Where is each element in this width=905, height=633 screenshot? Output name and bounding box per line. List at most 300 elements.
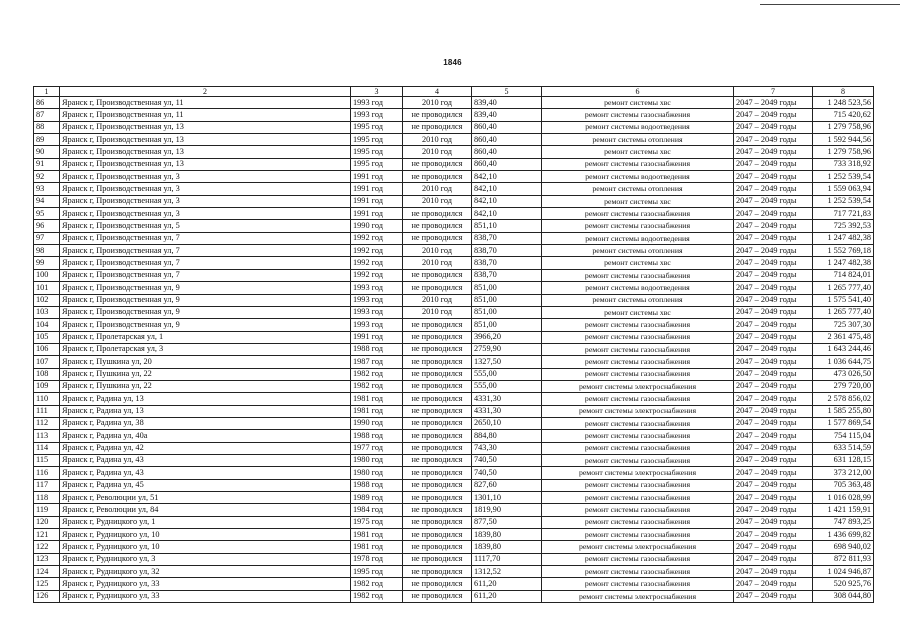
cost-cell: 1 036 644,75 [813, 356, 874, 368]
build-year-cell: 1987 год [351, 356, 403, 368]
build-year-cell: 1981 год [351, 541, 403, 553]
address-cell: Яранск г, Рудницкого ул, 3 [60, 553, 351, 565]
build-year-cell: 1991 год [351, 208, 403, 220]
work-type-cell: ремонт системы газоснабжения [542, 553, 734, 565]
period-cell: 2047 – 2049 годы [734, 590, 813, 602]
row-number-cell: 119 [34, 504, 60, 516]
area-cell: 851,10 [472, 220, 542, 232]
period-cell: 2047 – 2049 годы [734, 269, 813, 281]
table-row [34, 467, 874, 479]
last-repair-cell: 2010 год [403, 195, 472, 207]
row-number-cell: 112 [34, 417, 60, 429]
cost-cell: 1 575 541,40 [813, 294, 874, 306]
last-repair-cell: не проводился [403, 492, 472, 504]
work-type-cell: ремонт системы водоотведения [542, 232, 734, 244]
table-row [34, 220, 874, 232]
work-type-cell: ремонт системы газоснабжения [542, 208, 734, 220]
address-cell: Яранск г, Производственная ул, 7 [60, 232, 351, 244]
work-type-cell: ремонт системы хвс [542, 306, 734, 318]
area-cell: 611,20 [472, 578, 542, 590]
cost-cell: 520 925,76 [813, 578, 874, 590]
work-type-cell: ремонт системы водоотведения [542, 282, 734, 294]
cost-cell: 1 252 539,54 [813, 195, 874, 207]
build-year-cell: 1982 год [351, 380, 403, 392]
area-cell: 4331,30 [472, 405, 542, 417]
area-cell: 842,10 [472, 208, 542, 220]
last-repair-cell: не проводился [403, 590, 472, 602]
table-row [34, 331, 874, 343]
cost-cell: 715 420,62 [813, 109, 874, 121]
address-cell: Яранск г, Рудницкого ул, 1 [60, 516, 351, 528]
table-row [34, 356, 874, 368]
cost-cell: 754 115,04 [813, 430, 874, 442]
build-year-cell: 1992 год [351, 232, 403, 244]
build-year-cell: 1980 год [351, 454, 403, 466]
address-cell: Яранск г, Производственная ул, 9 [60, 319, 351, 331]
address-cell: Яранск г, Пролетарская ул, 1 [60, 331, 351, 343]
area-cell: 1117,70 [472, 553, 542, 565]
last-repair-cell: не проводился [403, 158, 472, 170]
table-row [34, 171, 874, 183]
work-type-cell: ремонт системы газоснабжения [542, 516, 734, 528]
column-header: 3 [351, 87, 403, 97]
build-year-cell: 1981 год [351, 405, 403, 417]
work-type-cell: ремонт системы электроснабжения [542, 467, 734, 479]
cost-cell: 1 643 244,46 [813, 343, 874, 355]
period-cell: 2047 – 2049 годы [734, 368, 813, 380]
period-cell: 2047 – 2049 годы [734, 121, 813, 133]
area-cell: 1819,90 [472, 504, 542, 516]
area-cell: 4331,30 [472, 393, 542, 405]
work-type-cell: ремонт системы газоснабжения [542, 368, 734, 380]
period-cell: 2047 – 2049 годы [734, 504, 813, 516]
table-row [34, 393, 874, 405]
address-cell: Яранск г, Производственная ул, 13 [60, 134, 351, 146]
last-repair-cell: 2010 год [403, 146, 472, 158]
column-number-row [34, 87, 874, 97]
address-cell: Яранск г, Радина ул, 40а [60, 430, 351, 442]
row-number-cell: 106 [34, 343, 60, 355]
table-body [34, 97, 874, 603]
row-number-cell: 88 [34, 121, 60, 133]
build-year-cell: 1992 год [351, 257, 403, 269]
address-cell: Яранск г, Производственная ул, 5 [60, 220, 351, 232]
address-cell: Яранск г, Производственная ул, 3 [60, 208, 351, 220]
area-cell: 877,50 [472, 516, 542, 528]
build-year-cell: 1981 год [351, 393, 403, 405]
period-cell: 2047 – 2049 годы [734, 134, 813, 146]
area-cell: 851,00 [472, 294, 542, 306]
work-type-cell: ремонт системы газоснабжения [542, 319, 734, 331]
period-cell: 2047 – 2049 годы [734, 319, 813, 331]
last-repair-cell: не проводился [403, 368, 472, 380]
row-number-cell: 116 [34, 467, 60, 479]
area-cell: 839,40 [472, 97, 542, 109]
build-year-cell: 1988 год [351, 479, 403, 491]
area-cell: 2759,90 [472, 343, 542, 355]
period-cell: 2047 – 2049 годы [734, 208, 813, 220]
cost-cell: 725 307,30 [813, 319, 874, 331]
row-number-cell: 93 [34, 183, 60, 195]
build-year-cell: 1993 год [351, 109, 403, 121]
cost-cell: 872 811,93 [813, 553, 874, 565]
last-repair-cell: не проводился [403, 504, 472, 516]
area-cell: 3966,20 [472, 331, 542, 343]
last-repair-cell: 2010 год [403, 257, 472, 269]
row-number-cell: 86 [34, 97, 60, 109]
table-row [34, 368, 874, 380]
work-type-cell: ремонт системы газоснабжения [542, 578, 734, 590]
row-number-cell: 90 [34, 146, 60, 158]
build-year-cell: 1995 год [351, 121, 403, 133]
row-number-cell: 104 [34, 319, 60, 331]
last-repair-cell: не проводился [403, 442, 472, 454]
last-repair-cell: не проводился [403, 343, 472, 355]
build-year-cell: 1991 год [351, 183, 403, 195]
period-cell: 2047 – 2049 годы [734, 343, 813, 355]
build-year-cell: 1993 год [351, 294, 403, 306]
table-row [34, 343, 874, 355]
table-row [34, 183, 874, 195]
area-cell: 827,60 [472, 479, 542, 491]
work-type-cell: ремонт системы хвс [542, 195, 734, 207]
work-type-cell: ремонт системы электроснабжения [542, 405, 734, 417]
last-repair-cell: 2010 год [403, 97, 472, 109]
period-cell: 2047 – 2049 годы [734, 405, 813, 417]
row-number-cell: 107 [34, 356, 60, 368]
cost-cell: 1 279 758,96 [813, 146, 874, 158]
address-cell: Яранск г, Рудницкого ул, 10 [60, 541, 351, 553]
work-type-cell: ремонт системы отопления [542, 245, 734, 257]
build-year-cell: 1995 год [351, 146, 403, 158]
address-cell: Яранск г, Радина ул, 13 [60, 393, 351, 405]
cost-cell: 714 824,01 [813, 269, 874, 281]
area-cell: 851,00 [472, 319, 542, 331]
last-repair-cell: не проводился [403, 467, 472, 479]
work-type-cell: ремонт системы отопления [542, 183, 734, 195]
area-cell: 839,40 [472, 109, 542, 121]
row-number-cell: 124 [34, 566, 60, 578]
build-year-cell: 1982 год [351, 368, 403, 380]
period-cell: 2047 – 2049 годы [734, 220, 813, 232]
address-cell: Яранск г, Производственная ул, 3 [60, 183, 351, 195]
address-cell: Яранск г, Пушкина ул, 20 [60, 356, 351, 368]
table-row [34, 405, 874, 417]
table-row [34, 504, 874, 516]
page-number: 1846 [443, 58, 462, 67]
build-year-cell: 1990 год [351, 417, 403, 429]
cost-cell: 1 265 777,40 [813, 306, 874, 318]
last-repair-cell: не проводился [403, 553, 472, 565]
row-number-cell: 92 [34, 171, 60, 183]
top-right-rule [760, 4, 900, 5]
table-row [34, 430, 874, 442]
period-cell: 2047 – 2049 годы [734, 442, 813, 454]
period-cell: 2047 – 2049 годы [734, 294, 813, 306]
build-year-cell: 1990 год [351, 220, 403, 232]
address-cell: Яранск г, Рудницкого ул, 32 [60, 566, 351, 578]
row-number-cell: 94 [34, 195, 60, 207]
last-repair-cell: не проводился [403, 566, 472, 578]
row-number-cell: 122 [34, 541, 60, 553]
address-cell: Яранск г, Производственная ул, 7 [60, 245, 351, 257]
cost-cell: 2 361 475,48 [813, 331, 874, 343]
table-row [34, 134, 874, 146]
area-cell: 1839,80 [472, 529, 542, 541]
table-row [34, 529, 874, 541]
period-cell: 2047 – 2049 годы [734, 282, 813, 294]
address-cell: Яранск г, Радина ул, 43 [60, 454, 351, 466]
cost-cell: 717 721,83 [813, 208, 874, 220]
address-cell: Яранск г, Радина ул, 13 [60, 405, 351, 417]
row-number-cell: 89 [34, 134, 60, 146]
cost-cell: 308 044,80 [813, 590, 874, 602]
cost-cell: 705 363,48 [813, 479, 874, 491]
work-type-cell: ремонт системы газоснабжения [542, 430, 734, 442]
table-row [34, 479, 874, 491]
address-cell: Яранск г, Производственная ул, 3 [60, 171, 351, 183]
build-year-cell: 1992 год [351, 269, 403, 281]
last-repair-cell: не проводился [403, 454, 472, 466]
cost-cell: 1 024 946,87 [813, 566, 874, 578]
build-year-cell: 1981 год [351, 529, 403, 541]
cost-cell: 1 247 482,38 [813, 257, 874, 269]
cost-cell: 2 578 856,02 [813, 393, 874, 405]
table-row [34, 454, 874, 466]
area-cell: 740,50 [472, 467, 542, 479]
last-repair-cell: 2010 год [403, 306, 472, 318]
table-row [34, 97, 874, 109]
address-cell: Яранск г, Производственная ул, 11 [60, 97, 351, 109]
area-cell: 1839,80 [472, 541, 542, 553]
row-number-cell: 102 [34, 294, 60, 306]
address-cell: Яранск г, Производственная ул, 9 [60, 282, 351, 294]
column-header: 1 [34, 87, 60, 97]
period-cell: 2047 – 2049 годы [734, 331, 813, 343]
table-row [34, 269, 874, 281]
area-cell: 740,50 [472, 454, 542, 466]
period-cell: 2047 – 2049 годы [734, 257, 813, 269]
cost-cell: 747 893,25 [813, 516, 874, 528]
work-type-cell: ремонт системы газоснабжения [542, 220, 734, 232]
row-number-cell: 109 [34, 380, 60, 392]
last-repair-cell: не проводился [403, 417, 472, 429]
column-header: 6 [542, 87, 734, 97]
period-cell: 2047 – 2049 годы [734, 529, 813, 541]
cost-cell: 633 514,59 [813, 442, 874, 454]
last-repair-cell: не проводился [403, 220, 472, 232]
area-cell: 838,70 [472, 232, 542, 244]
table-row [34, 319, 874, 331]
work-type-cell: ремонт системы газоснабжения [542, 454, 734, 466]
build-year-cell: 1989 год [351, 492, 403, 504]
table-row [34, 492, 874, 504]
row-number-cell: 98 [34, 245, 60, 257]
work-type-cell: ремонт системы хвс [542, 257, 734, 269]
area-cell: 838,70 [472, 245, 542, 257]
table-row [34, 566, 874, 578]
row-number-cell: 110 [34, 393, 60, 405]
period-cell: 2047 – 2049 годы [734, 158, 813, 170]
period-cell: 2047 – 2049 годы [734, 454, 813, 466]
last-repair-cell: не проводился [403, 356, 472, 368]
period-cell: 2047 – 2049 годы [734, 430, 813, 442]
table-row [34, 541, 874, 553]
row-number-cell: 87 [34, 109, 60, 121]
table-row [34, 294, 874, 306]
area-cell: 555,00 [472, 368, 542, 380]
area-cell: 743,30 [472, 442, 542, 454]
row-number-cell: 114 [34, 442, 60, 454]
row-number-cell: 108 [34, 368, 60, 380]
cost-cell: 373 212,00 [813, 467, 874, 479]
row-number-cell: 105 [34, 331, 60, 343]
address-cell: Яранск г, Производственная ул, 13 [60, 146, 351, 158]
area-cell: 838,70 [472, 257, 542, 269]
build-year-cell: 1991 год [351, 195, 403, 207]
address-cell: Яранск г, Производственная ул, 13 [60, 158, 351, 170]
period-cell: 2047 – 2049 годы [734, 97, 813, 109]
last-repair-cell: 2010 год [403, 245, 472, 257]
row-number-cell: 111 [34, 405, 60, 417]
row-number-cell: 97 [34, 232, 60, 244]
address-cell: Яранск г, Радина ул, 42 [60, 442, 351, 454]
table-row [34, 245, 874, 257]
table-row [34, 590, 874, 602]
build-year-cell: 1988 год [351, 343, 403, 355]
work-type-cell: ремонт системы газоснабжения [542, 356, 734, 368]
address-cell: Яранск г, Производственная ул, 9 [60, 306, 351, 318]
area-cell: 842,10 [472, 183, 542, 195]
row-number-cell: 100 [34, 269, 60, 281]
work-type-cell: ремонт системы газоснабжения [542, 269, 734, 281]
work-type-cell: ремонт системы газоснабжения [542, 158, 734, 170]
last-repair-cell: не проводился [403, 121, 472, 133]
row-number-cell: 91 [34, 158, 60, 170]
last-repair-cell: не проводился [403, 109, 472, 121]
row-number-cell: 99 [34, 257, 60, 269]
table-row [34, 146, 874, 158]
cost-cell: 733 318,92 [813, 158, 874, 170]
table-row [34, 306, 874, 318]
cost-cell: 1 265 777,40 [813, 282, 874, 294]
last-repair-cell: 2010 год [403, 183, 472, 195]
last-repair-cell: не проводился [403, 380, 472, 392]
row-number-cell: 125 [34, 578, 60, 590]
address-cell: Яранск г, Пушкина ул, 22 [60, 368, 351, 380]
table-row [34, 380, 874, 392]
period-cell: 2047 – 2049 годы [734, 146, 813, 158]
last-repair-cell: не проводился [403, 393, 472, 405]
last-repair-cell: не проводился [403, 232, 472, 244]
area-cell: 555,00 [472, 380, 542, 392]
last-repair-cell: 2010 год [403, 294, 472, 306]
period-cell: 2047 – 2049 годы [734, 195, 813, 207]
column-header: 8 [813, 87, 874, 97]
repair-schedule-table [33, 86, 874, 603]
address-cell: Яранск г, Радина ул, 38 [60, 417, 351, 429]
area-cell: 860,40 [472, 146, 542, 158]
row-number-cell: 101 [34, 282, 60, 294]
last-repair-cell: не проводился [403, 541, 472, 553]
area-cell: 2650,10 [472, 417, 542, 429]
area-cell: 851,00 [472, 282, 542, 294]
work-type-cell: ремонт системы газоснабжения [542, 479, 734, 491]
last-repair-cell: не проводился [403, 479, 472, 491]
last-repair-cell: не проводился [403, 516, 472, 528]
work-type-cell: ремонт системы газоснабжения [542, 343, 734, 355]
work-type-cell: ремонт системы газоснабжения [542, 331, 734, 343]
row-number-cell: 123 [34, 553, 60, 565]
row-number-cell: 120 [34, 516, 60, 528]
work-type-cell: ремонт системы хвс [542, 146, 734, 158]
address-cell: Яранск г, Производственная ул, 3 [60, 195, 351, 207]
address-cell: Яранск г, Революции ул, 51 [60, 492, 351, 504]
row-number-cell: 115 [34, 454, 60, 466]
cost-cell: 1 248 523,56 [813, 97, 874, 109]
period-cell: 2047 – 2049 годы [734, 232, 813, 244]
build-year-cell: 1995 год [351, 134, 403, 146]
cost-cell: 725 392,53 [813, 220, 874, 232]
build-year-cell: 1978 год [351, 553, 403, 565]
address-cell: Яранск г, Революции ул, 84 [60, 504, 351, 516]
row-number-cell: 113 [34, 430, 60, 442]
cost-cell: 1 592 944,56 [813, 134, 874, 146]
table-row [34, 417, 874, 429]
address-cell: Яранск г, Производственная ул, 7 [60, 257, 351, 269]
cost-cell: 1 552 769,18 [813, 245, 874, 257]
work-type-cell: ремонт системы газоснабжения [542, 504, 734, 516]
build-year-cell: 1975 год [351, 516, 403, 528]
work-type-cell: ремонт системы газоснабжения [542, 417, 734, 429]
table-row [34, 208, 874, 220]
address-cell: Яранск г, Рудницкого ул, 10 [60, 529, 351, 541]
row-number-cell: 95 [34, 208, 60, 220]
build-year-cell: 1993 год [351, 319, 403, 331]
build-year-cell: 1980 год [351, 467, 403, 479]
work-type-cell: ремонт системы хвс [542, 97, 734, 109]
row-number-cell: 103 [34, 306, 60, 318]
address-cell: Яранск г, Рудницкого ул, 33 [60, 590, 351, 602]
cost-cell: 1 016 028,99 [813, 492, 874, 504]
build-year-cell: 1995 год [351, 158, 403, 170]
table-row [34, 232, 874, 244]
cost-cell: 1 436 699,82 [813, 529, 874, 541]
address-cell: Яранск г, Пролетарская ул, 3 [60, 343, 351, 355]
last-repair-cell: не проводился [403, 529, 472, 541]
work-type-cell: ремонт системы газоснабжения [542, 109, 734, 121]
period-cell: 2047 – 2049 годы [734, 393, 813, 405]
row-number-cell: 96 [34, 220, 60, 232]
last-repair-cell: не проводился [403, 282, 472, 294]
cost-cell: 473 026,50 [813, 368, 874, 380]
cost-cell: 1 585 255,80 [813, 405, 874, 417]
period-cell: 2047 – 2049 годы [734, 183, 813, 195]
build-year-cell: 1982 год [351, 578, 403, 590]
table-row [34, 282, 874, 294]
address-cell: Яранск г, Радина ул, 43 [60, 467, 351, 479]
work-type-cell: ремонт системы газоснабжения [542, 492, 734, 504]
cost-cell: 631 128,15 [813, 454, 874, 466]
work-type-cell: ремонт системы электроснабжения [542, 590, 734, 602]
column-header: 7 [734, 87, 813, 97]
address-cell: Яранск г, Производственная ул, 13 [60, 121, 351, 133]
work-type-cell: ремонт системы газоснабжения [542, 529, 734, 541]
period-cell: 2047 – 2049 годы [734, 578, 813, 590]
period-cell: 2047 – 2049 годы [734, 492, 813, 504]
period-cell: 2047 – 2049 годы [734, 109, 813, 121]
cost-cell: 1 252 539,54 [813, 171, 874, 183]
